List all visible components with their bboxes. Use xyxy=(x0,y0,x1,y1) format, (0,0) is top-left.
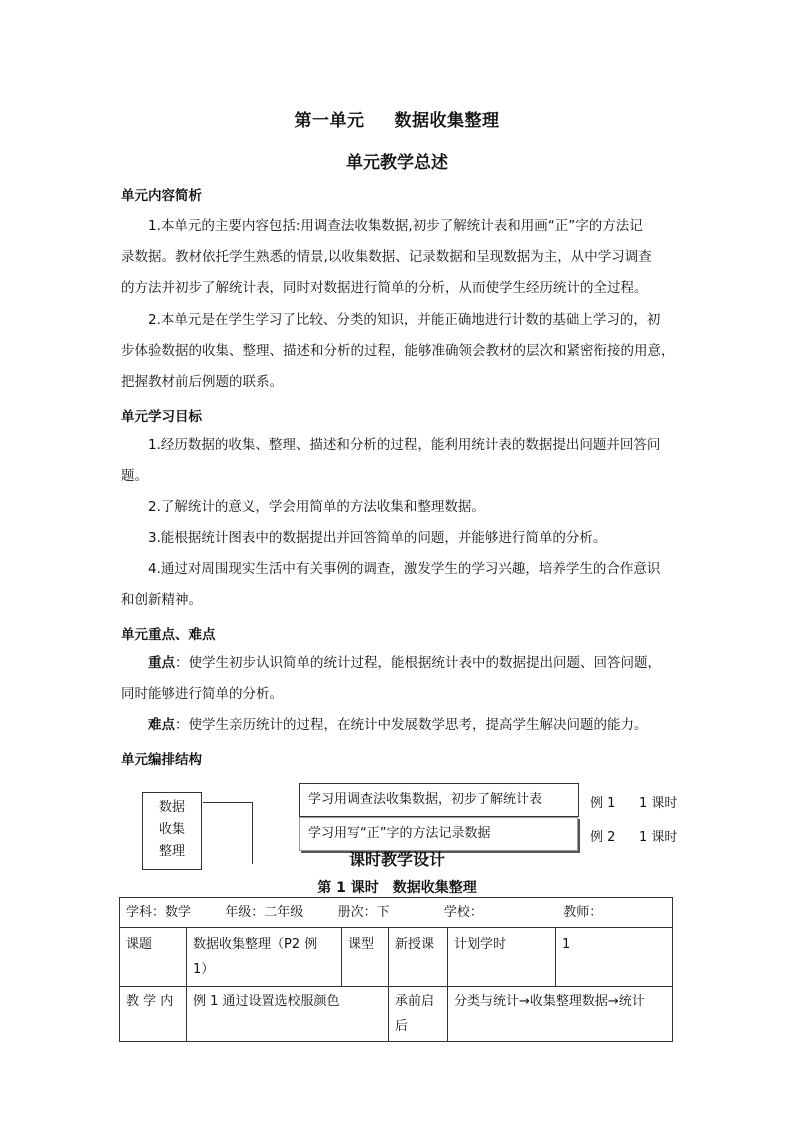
table-cell: 新授课 xyxy=(389,928,448,987)
grade-field: 年级：二年级 xyxy=(225,905,304,920)
key-label: 重点 xyxy=(148,655,175,671)
lesson-subtitle: 第 1 课时 数据收集整理 xyxy=(317,880,477,896)
table-cell: 分类与统计→收集整理数据→统计 xyxy=(448,987,673,1042)
table-cell xyxy=(120,898,673,928)
table-row xyxy=(120,928,673,987)
structure-topic-2: 学习用写“正”字的方法记录数据 xyxy=(299,817,578,851)
text-line: 题。 xyxy=(121,468,148,484)
text-line: 3.能根据统计图表中的数据提出并回答简单的问题，并能够进行简单的分析。 xyxy=(148,530,607,546)
root-line: 收集 xyxy=(158,822,185,837)
text-line: 录数据。教材依托学生熟悉的情景,以收集数据、记录数据和呈现数据为主，从中学习调查 xyxy=(121,249,652,265)
connector-horizontal xyxy=(203,802,253,803)
text-line: 1.经历数据的收集、整理、描述和分析的过程，能利用统计表的数据提出问题并回答问 xyxy=(148,437,661,453)
content-paragraph-2 xyxy=(121,305,677,398)
text-line: ：使学生亲历统计的过程，在统计中发展数学思考，提高学生解决问题的能力。 xyxy=(175,717,648,733)
root-line: 整理 xyxy=(158,844,185,859)
structure-topic-1: 学习用调查法收集数据，初步了解统计表 xyxy=(299,783,579,817)
text-line: 同时能够进行简单的分析。 xyxy=(121,686,283,702)
table-cell: 课题 xyxy=(120,928,187,987)
text-line: 和创新精神。 xyxy=(121,592,202,608)
title-unit: 第一单元 xyxy=(294,111,365,131)
topic-2-example: 例 2 xyxy=(590,830,616,845)
text-line: ：使学生初步认识简单的统计过程，能根据统计表中的数据提出问题、回答问题， xyxy=(175,655,661,671)
difficult-label: 难点 xyxy=(148,717,175,733)
goal-1 xyxy=(121,430,677,492)
difficult-point xyxy=(121,710,677,741)
section-heading-content: 单元内容简析 xyxy=(121,188,202,204)
page-subtitle: 单元教学总述 xyxy=(346,153,448,173)
root-line: 数据 xyxy=(158,800,185,815)
table-row xyxy=(120,987,673,1042)
lesson-design-title: 课时教学设计 xyxy=(348,850,445,869)
text-line: 的方法并初步了解统计表，同时对数据进行简单的分析，从而使学生经历统计的全过程。 xyxy=(121,280,648,296)
key-point xyxy=(121,648,677,710)
section-heading-goals: 单元学习目标 xyxy=(121,409,202,425)
goal-3 xyxy=(121,523,677,554)
section-heading-structure: 单元编排结构 xyxy=(121,752,202,768)
topic-2-hours: 1 课时 xyxy=(639,830,678,845)
lesson-table xyxy=(119,897,673,1042)
text-line: 1.本单元的主要内容包括:用调查法收集数据,初步了解统计表和用画“正”字的方法记 xyxy=(148,218,643,234)
table-cell: 数据收集整理（P2 例 1） xyxy=(187,928,342,987)
table-cell: 1 xyxy=(556,928,673,987)
teacher-field: 教师： xyxy=(563,905,603,920)
table-cell: 例 1 通过设置选校服颜色 xyxy=(187,987,389,1042)
subject-field: 学科：数学 xyxy=(126,905,192,920)
section-heading-keypoints: 单元重点、难点 xyxy=(121,627,216,643)
text-line: 把握教材前后例题的联系。 xyxy=(121,374,283,390)
table-row xyxy=(120,898,673,928)
table-cell: 教 学 内 xyxy=(120,987,187,1042)
table-cell: 课型 xyxy=(342,928,389,987)
goal-4 xyxy=(121,554,677,616)
table-cell: 计划学时 xyxy=(448,928,556,987)
topic-1-example: 例 1 xyxy=(590,796,616,811)
text-line: 2.本单元是在学生学习了比较、分类的知识，并能正确地进行计数的基础上学习的，初 xyxy=(148,312,661,328)
goal-2 xyxy=(121,492,677,523)
volume-field: 册次：下 xyxy=(337,905,390,920)
title-topic: 数据收集整理 xyxy=(394,111,500,131)
page-title xyxy=(0,106,794,131)
content-paragraph-1 xyxy=(121,211,677,304)
text-line: 2.了解统计的意义，学会用简单的方法收集和整理数据。 xyxy=(148,499,485,515)
topic-1-hours: 1 课时 xyxy=(639,796,678,811)
school-field: 学校： xyxy=(443,905,483,920)
text-line: 步体验数据的收集、整理、描述和分析的过程，能够准确领会教材的层次和紧密衔接的用意， xyxy=(121,343,675,359)
text-line: 4.通过对周围现实生活中有关事例的调查，激发学生的学习兴趣，培养学生的合作意识 xyxy=(148,561,661,577)
table-cell: 承前启后 xyxy=(389,987,448,1042)
